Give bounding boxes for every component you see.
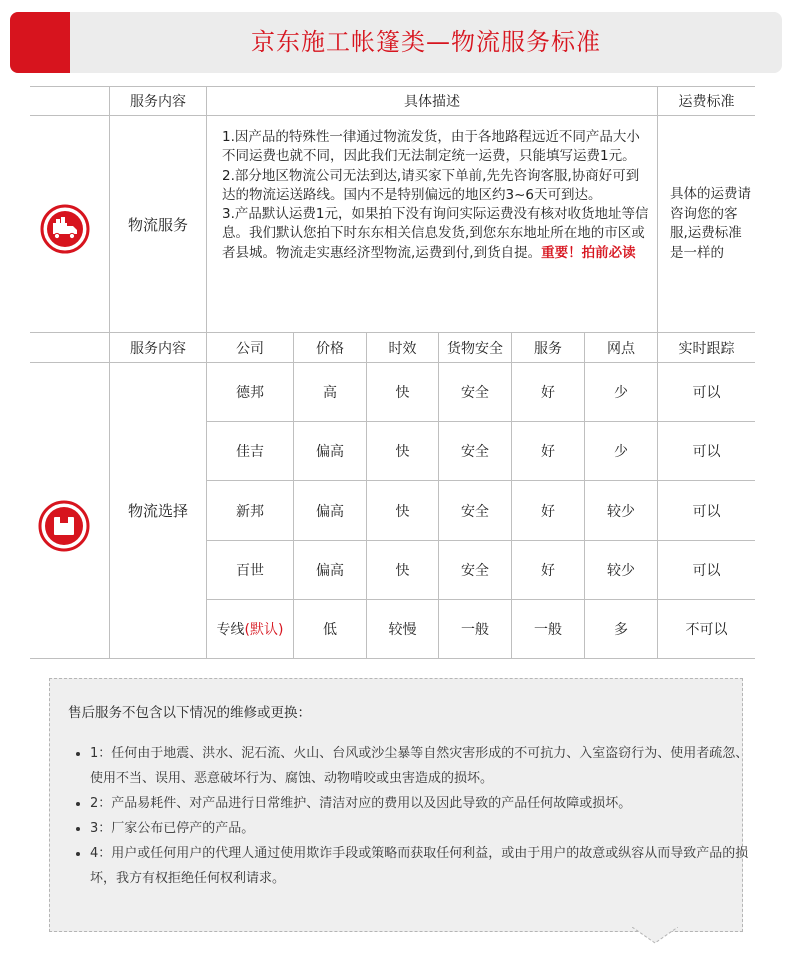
shipping-description	[222, 128, 650, 263]
header-outlets: 网点	[607, 340, 635, 357]
safety-cell: 一般	[461, 622, 489, 638]
price-cell: 偏高	[316, 444, 344, 460]
after-sales-notice	[49, 678, 749, 932]
safety-cell: 安全	[461, 503, 489, 520]
safety-cell: 安全	[461, 385, 489, 401]
list-item: • 1：任何由于地震、洪水、泥石流、火山、台风或沙尘暴等自然灾害形成的不可抗力、入室盗窃行为、使用者疏忽、使用不当、误用、恶意破坏行为、腐蚀、动物啃咬或虫害造成的损坏。	[90, 741, 750, 791]
description-point-3: 3.产品默认运费1元，如果拍下没有询问实际运费没有核对收货地址等信息。我们默认您拍下时东东相关信息发货,到您东东地址所在地的市区或者县城。物流走实惠经济型物流,运费到付,到货自提。重要！拍前必读	[222, 206, 649, 261]
tracking-cell: 可以	[692, 563, 721, 579]
default-note: (默认)	[244, 622, 284, 638]
tracking-cell: 可以	[692, 503, 721, 520]
truck-icon	[40, 204, 90, 254]
outlets-cell: 少	[614, 444, 628, 460]
price-cell: 高	[323, 385, 337, 401]
tracking-cell: 可以	[692, 444, 721, 460]
service-label-logistics-choice: 物流选择	[127, 502, 188, 520]
service-cell: 好	[541, 444, 555, 460]
header-cargo-safety: 货物安全	[447, 340, 503, 357]
package-icon	[38, 500, 90, 552]
header-shipping-fee: 运费标准	[678, 93, 735, 110]
service-cell: 好	[541, 563, 555, 579]
service-label-logistics: 物流服务	[127, 215, 188, 234]
outlets-cell: 少	[614, 385, 628, 401]
speed-cell: 快	[395, 385, 410, 401]
header-description: 具体描述	[404, 93, 460, 110]
safety-cell: 安全	[461, 563, 489, 579]
title-banner	[10, 12, 782, 73]
company-cell: 专线 (默认)	[207, 600, 293, 658]
description-point-1: 1.因产品的特殊性一律通过物流发货，由于各地路程远近不同产品大小不同运费也就不同，因此我们无法制定统一运费，只能填写运费1元。	[222, 129, 640, 165]
page-title: 京东施工帐篷类—物流服务标准	[251, 28, 601, 56]
notice-list	[60, 741, 750, 891]
price-cell: 偏高	[316, 503, 344, 520]
header-tracking: 实时跟踪	[678, 340, 735, 357]
safety-cell: 安全	[461, 444, 489, 460]
header-company: 公司	[236, 340, 264, 357]
list-item: • 3：厂家公布已停产的产品。	[90, 816, 750, 841]
company-cell: 百世	[236, 563, 264, 579]
notice-tail-decoration	[632, 927, 678, 947]
price-cell: 偏高	[316, 563, 344, 579]
header-service-content: 服务内容	[130, 93, 186, 110]
list-item: • 2：产品易耗件、对产品进行日常维护、清洁对应的费用以及因此导致的产品任何故障或损坏。	[90, 791, 750, 816]
header-price: 价格	[316, 340, 344, 357]
service-cell: 一般	[534, 622, 562, 638]
banner-accent-block	[10, 12, 70, 73]
speed-cell: 快	[395, 563, 410, 579]
speed-cell: 较慢	[388, 622, 417, 638]
header-service: 服务	[534, 340, 562, 357]
outlets-cell: 较少	[607, 503, 635, 520]
outlets-cell: 多	[614, 622, 628, 638]
company-cell: 佳吉	[236, 444, 264, 460]
header-speed: 时效	[388, 340, 417, 357]
notice-title: 售后服务不包含以下情况的维修或更换：	[68, 705, 311, 721]
list-item: • 4：用户或任何用户的代理人通过使用欺诈手段或策略而获取任何利益，或由于用户的故意或纵容从而导致产品的损坏，我方有权拒绝任何权利请求。	[90, 841, 750, 891]
description-point-2: 2.部分地区物流公司无法到达,请买家下单前,先先咨询客服,协商好可到达的物流运送路线。国内不是特别偏远的地区约3~6天可到达。	[222, 167, 640, 203]
shipping-fee-note: 具体的运费请咨询您的客服,运费标准是一样的	[670, 186, 751, 261]
company-cell: 德邦	[236, 385, 264, 401]
tracking-cell: 可以	[692, 385, 721, 401]
service-cell: 好	[541, 385, 555, 401]
header-service-content: 服务内容	[130, 340, 186, 357]
tracking-cell: 不可以	[685, 622, 728, 638]
emphasis-note: 重要！拍前必读	[541, 244, 636, 261]
company-cell: 新邦	[236, 503, 264, 520]
speed-cell: 快	[395, 503, 410, 520]
outlets-cell: 较少	[607, 563, 635, 579]
speed-cell: 快	[395, 444, 410, 460]
price-cell: 低	[323, 622, 337, 638]
service-cell: 好	[541, 503, 555, 520]
